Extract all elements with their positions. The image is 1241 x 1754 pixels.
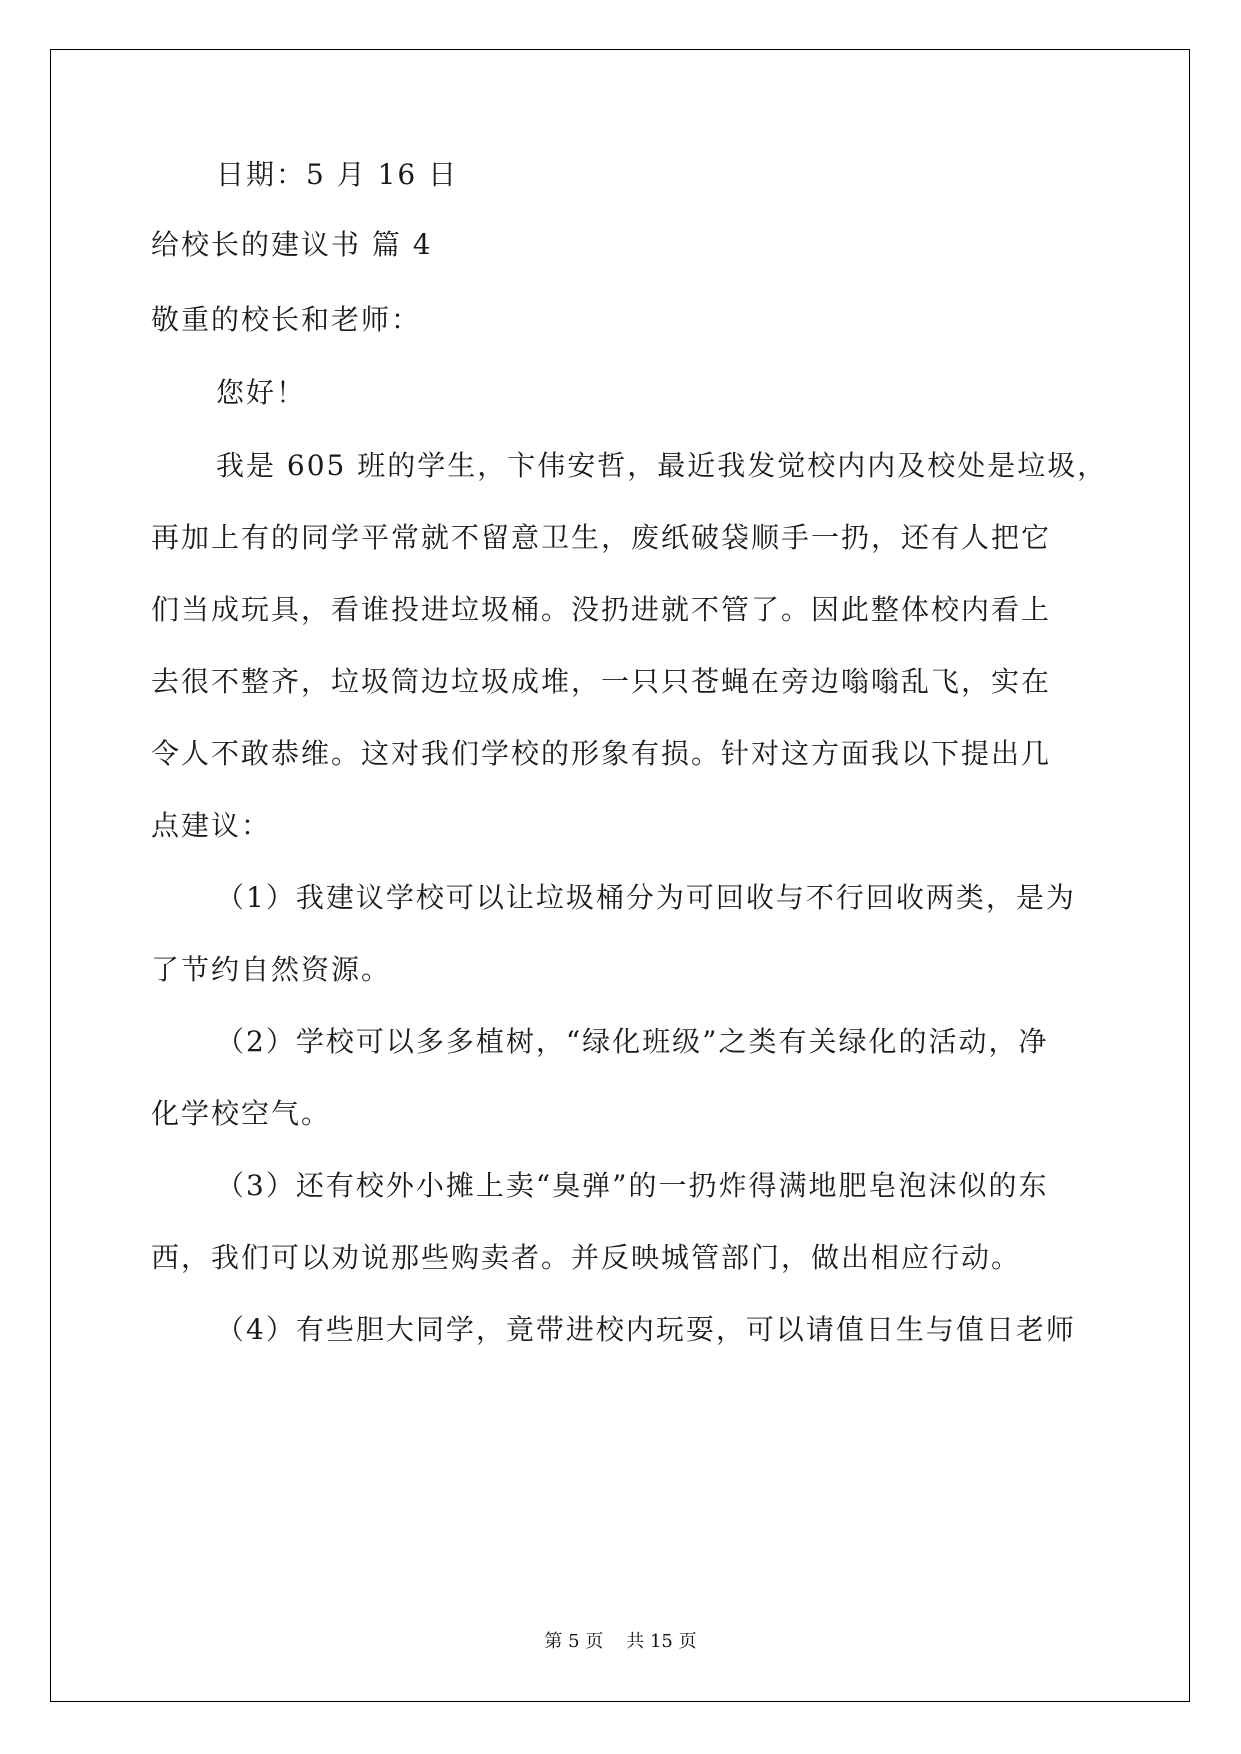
suggestion-4-line-1: （4）有些胆大同学，竟带进校内玩耍，可以请值日生与值日老师 <box>216 1313 1076 1346</box>
total-pages: 共 15 页 <box>626 1631 697 1652</box>
suggestion-3-line-1: （3）还有校外小摊上卖“臭弹”的一扔炸得满地肥皂泡沫似的东 <box>216 1169 1049 1202</box>
document-heading: 给校长的建议书 篇 4 <box>151 228 433 261</box>
suggestion-3-line-2: 西，我们可以劝说那些购卖者。并反映城管部门，做出相应行动。 <box>151 1241 1022 1274</box>
page-border <box>50 49 1190 1702</box>
page-number: 第 5 页 <box>544 1631 604 1652</box>
body-line: 们当成玩具，看谁投进垃圾桶。没扔进就不管了。因此整体校内看上 <box>151 593 1052 626</box>
suggestion-2-line-2: 化学校空气。 <box>151 1097 332 1130</box>
body-line: 点建议： <box>151 809 272 842</box>
date-line: 日期：5 月 16 日 <box>216 158 459 191</box>
body-line: 去很不整齐，垃圾筒边垃圾成堆，一只只苍蝇在旁边嗡嗡乱飞，实在 <box>151 665 1052 698</box>
greeting: 您好！ <box>216 376 307 409</box>
page-footer <box>0 1630 1241 1654</box>
body-line: 再加上有的同学平常就不留意卫生，废纸破袋顺手一扔，还有人把它 <box>151 521 1052 554</box>
suggestion-1-line-1: （1）我建议学校可以让垃圾桶分为可回收与不行回收两类，是为 <box>216 881 1076 914</box>
body-line: 令人不敢恭维。这对我们学校的形象有损。针对这方面我以下提出几 <box>151 737 1052 770</box>
body-line: 我是 605 班的学生，卞伟安哲，最近我发觉校内内及校处是垃圾， <box>216 449 1108 482</box>
suggestion-1-line-2: 了节约自然资源。 <box>151 953 392 986</box>
suggestion-2-line-1: （2）学校可以多多植树，“绿化班级”之类有关绿化的活动，净 <box>216 1025 1049 1058</box>
salutation: 敬重的校长和老师： <box>151 303 422 336</box>
